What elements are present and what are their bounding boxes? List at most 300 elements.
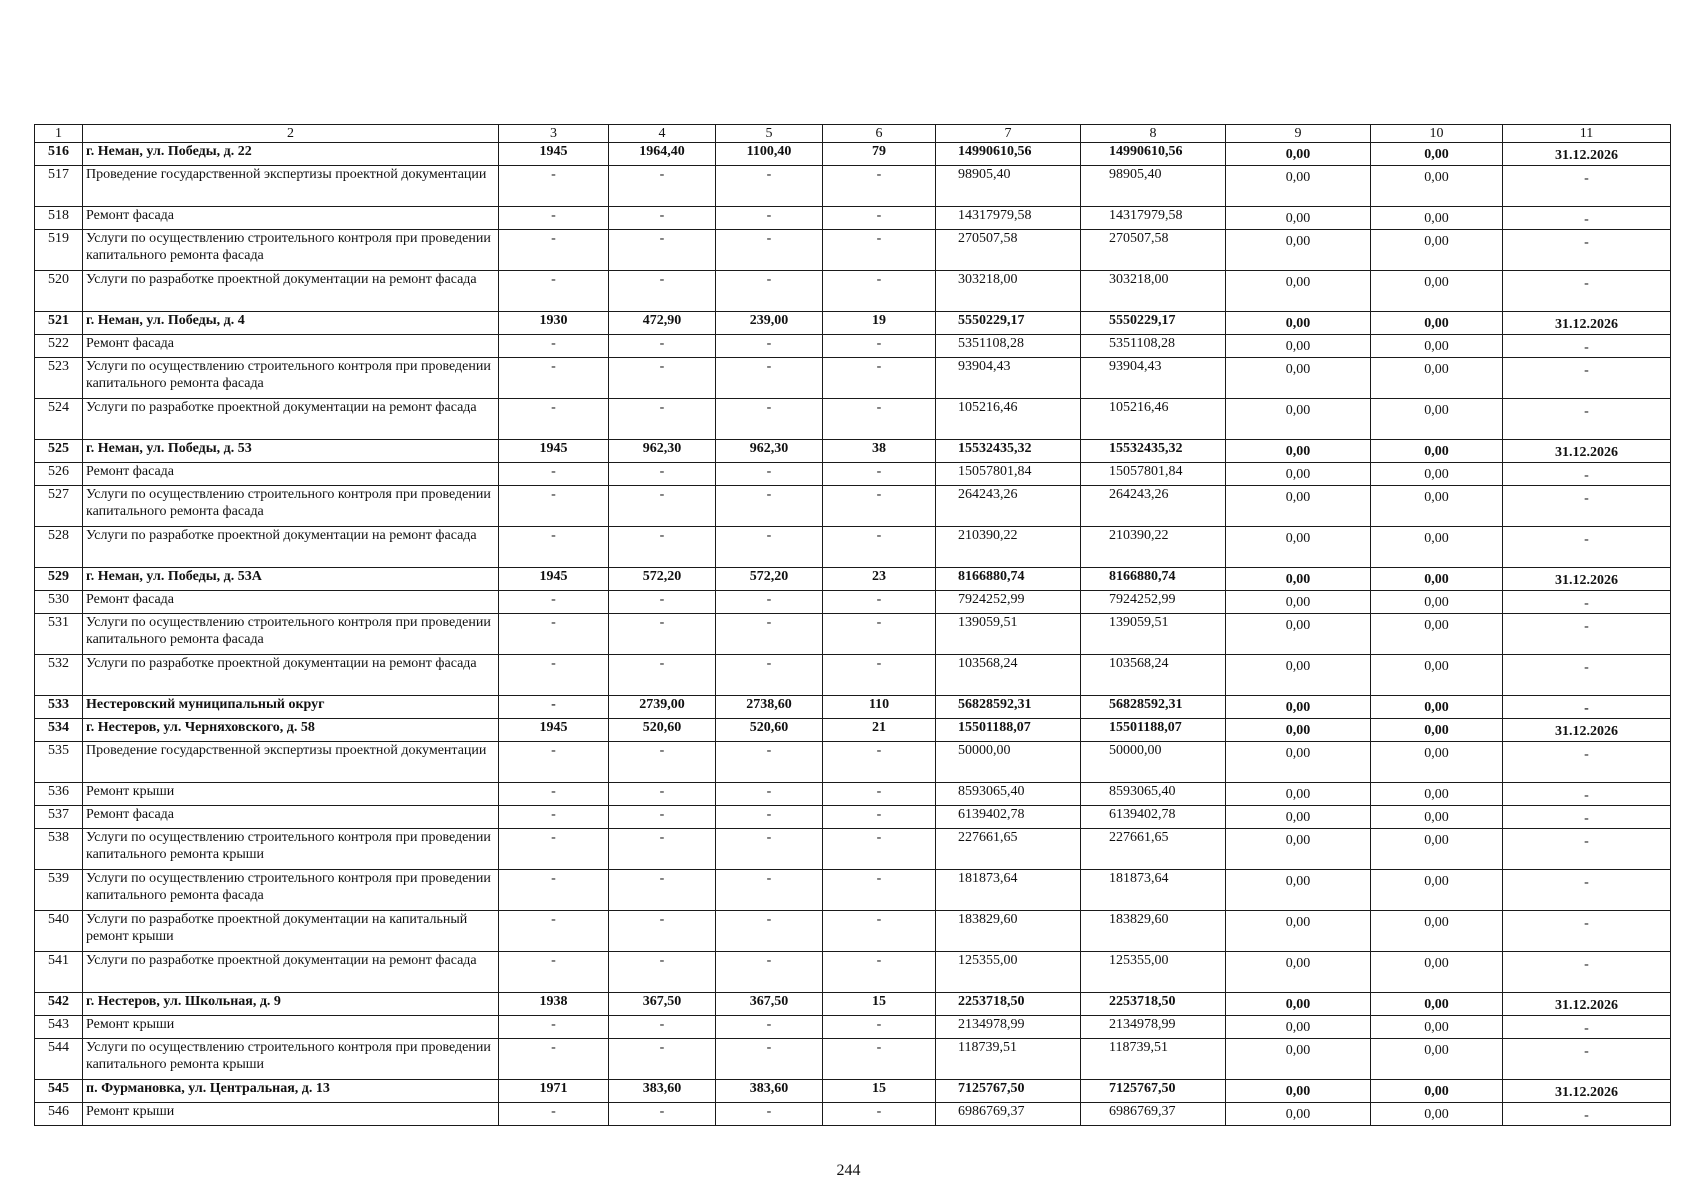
cell-object-name: Ремонт фасада	[83, 207, 499, 230]
cell-living-area: 2738,60	[716, 696, 823, 719]
cell-deadline: -	[1503, 399, 1671, 440]
cell-object-name: г. Нестеров, ул. Школьная, д. 9	[83, 993, 499, 1016]
cell-residents: -	[823, 335, 936, 358]
cell-cost-total: 105216,46	[936, 399, 1081, 440]
cell-object-name: Услуги по осуществлению строительного контроля при проведении капитального ремонта фасада	[83, 486, 499, 527]
cell-cost-total: 6139402,78	[936, 806, 1081, 829]
cell-cost-total: 15501188,07	[936, 719, 1081, 742]
cell-total-area: 472,90	[609, 312, 716, 335]
cell-living-area: -	[716, 742, 823, 783]
cell-row-number: 525	[35, 440, 83, 463]
cell-cost-budget: 0,00	[1226, 527, 1371, 568]
cell-cost-owners: 0,00	[1371, 143, 1503, 166]
cell-cost-fund: 98905,40	[1081, 166, 1226, 207]
cell-residents: -	[823, 614, 936, 655]
cell-deadline: -	[1503, 1039, 1671, 1080]
cell-total-area: -	[609, 1039, 716, 1080]
cell-object-name: Услуги по разработке проектной документации на ремонт фасада	[83, 952, 499, 993]
cell-cost-budget: 0,00	[1226, 440, 1371, 463]
cell-object-name: Ремонт фасада	[83, 806, 499, 829]
cell-year: -	[499, 829, 609, 870]
cell-living-area: -	[716, 806, 823, 829]
cell-residents: -	[823, 783, 936, 806]
cell-row-number: 530	[35, 591, 83, 614]
cell-cost-owners: 0,00	[1371, 463, 1503, 486]
cell-cost-owners: 0,00	[1371, 911, 1503, 952]
cell-total-area: -	[609, 399, 716, 440]
cell-cost-owners: 0,00	[1371, 230, 1503, 271]
cell-cost-budget: 0,00	[1226, 870, 1371, 911]
cell-cost-total: 14990610,56	[936, 143, 1081, 166]
table-row	[35, 440, 1671, 463]
cell-cost-owners: 0,00	[1371, 993, 1503, 1016]
cell-cost-budget: 0,00	[1226, 952, 1371, 993]
cell-total-area: -	[609, 806, 716, 829]
cell-cost-fund: 210390,22	[1081, 527, 1226, 568]
table-row	[35, 696, 1671, 719]
cell-residents: -	[823, 1039, 936, 1080]
table-row	[35, 486, 1671, 527]
cell-object-name: г. Нестеров, ул. Черняховского, д. 58	[83, 719, 499, 742]
cell-deadline: -	[1503, 806, 1671, 829]
table-row	[35, 993, 1671, 1016]
table-row	[35, 655, 1671, 696]
table-row	[35, 591, 1671, 614]
cell-total-area: -	[609, 358, 716, 399]
cell-living-area: -	[716, 527, 823, 568]
cell-cost-budget: 0,00	[1226, 1016, 1371, 1039]
cell-total-area: -	[609, 591, 716, 614]
cell-object-name: Услуги по разработке проектной документации на капитальный ремонт крыши	[83, 911, 499, 952]
cell-cost-owners: 0,00	[1371, 486, 1503, 527]
cell-living-area: -	[716, 486, 823, 527]
cell-row-number: 541	[35, 952, 83, 993]
cell-deadline: 31.12.2026	[1503, 312, 1671, 335]
cell-cost-total: 5550229,17	[936, 312, 1081, 335]
cell-cost-fund: 14317979,58	[1081, 207, 1226, 230]
cell-cost-fund: 15501188,07	[1081, 719, 1226, 742]
cell-deadline: -	[1503, 911, 1671, 952]
cell-row-number: 519	[35, 230, 83, 271]
cell-object-name: г. Неман, ул. Победы, д. 53А	[83, 568, 499, 591]
cell-cost-fund: 14990610,56	[1081, 143, 1226, 166]
cell-residents: -	[823, 1016, 936, 1039]
cell-row-number: 532	[35, 655, 83, 696]
cell-cost-owners: 0,00	[1371, 1103, 1503, 1126]
cell-deadline: 31.12.2026	[1503, 143, 1671, 166]
cell-living-area: -	[716, 166, 823, 207]
column-header: 11	[1503, 125, 1671, 143]
cell-row-number: 539	[35, 870, 83, 911]
cell-residents: -	[823, 655, 936, 696]
cell-total-area: -	[609, 952, 716, 993]
repair-program-table	[34, 124, 1671, 1126]
table-row	[35, 829, 1671, 870]
cell-living-area: 239,00	[716, 312, 823, 335]
column-header: 1	[35, 125, 83, 143]
table-row	[35, 166, 1671, 207]
cell-cost-budget: 0,00	[1226, 143, 1371, 166]
cell-residents: 110	[823, 696, 936, 719]
column-header: 2	[83, 125, 499, 143]
cell-year: -	[499, 783, 609, 806]
cell-total-area: -	[609, 783, 716, 806]
cell-living-area: 962,30	[716, 440, 823, 463]
cell-object-name: Ремонт крыши	[83, 783, 499, 806]
table-row	[35, 143, 1671, 166]
cell-total-area: 1964,40	[609, 143, 716, 166]
cell-residents: -	[823, 527, 936, 568]
cell-object-name: Услуги по осуществлению строительного контроля при проведении капитального ремонта фасада	[83, 614, 499, 655]
cell-deadline: -	[1503, 527, 1671, 568]
cell-object-name: Ремонт фасада	[83, 591, 499, 614]
cell-year: -	[499, 527, 609, 568]
column-header: 9	[1226, 125, 1371, 143]
cell-deadline: 31.12.2026	[1503, 568, 1671, 591]
cell-deadline: -	[1503, 829, 1671, 870]
cell-cost-total: 270507,58	[936, 230, 1081, 271]
cell-cost-fund: 139059,51	[1081, 614, 1226, 655]
cell-cost-budget: 0,00	[1226, 312, 1371, 335]
cell-row-number: 520	[35, 271, 83, 312]
cell-year: -	[499, 1016, 609, 1039]
cell-year: -	[499, 591, 609, 614]
table-row	[35, 783, 1671, 806]
cell-object-name: г. Неман, ул. Победы, д. 4	[83, 312, 499, 335]
cell-cost-owners: 0,00	[1371, 870, 1503, 911]
cell-cost-fund: 6139402,78	[1081, 806, 1226, 829]
cell-cost-budget: 0,00	[1226, 358, 1371, 399]
cell-year: -	[499, 911, 609, 952]
cell-cost-budget: 0,00	[1226, 463, 1371, 486]
cell-total-area: -	[609, 614, 716, 655]
cell-deadline: -	[1503, 486, 1671, 527]
table-row	[35, 719, 1671, 742]
cell-object-name: Нестеровский муниципальный округ	[83, 696, 499, 719]
cell-cost-owners: 0,00	[1371, 399, 1503, 440]
cell-cost-fund: 7924252,99	[1081, 591, 1226, 614]
cell-cost-fund: 5351108,28	[1081, 335, 1226, 358]
cell-cost-total: 303218,00	[936, 271, 1081, 312]
table-row	[35, 1080, 1671, 1103]
cell-residents: 19	[823, 312, 936, 335]
table-row	[35, 312, 1671, 335]
table-row	[35, 1016, 1671, 1039]
table-row	[35, 399, 1671, 440]
cell-cost-budget: 0,00	[1226, 271, 1371, 312]
cell-year: -	[499, 399, 609, 440]
cell-year: -	[499, 1103, 609, 1126]
cell-row-number: 517	[35, 166, 83, 207]
cell-row-number: 528	[35, 527, 83, 568]
cell-residents: -	[823, 463, 936, 486]
cell-total-area: -	[609, 870, 716, 911]
cell-cost-total: 2253718,50	[936, 993, 1081, 1016]
cell-total-area: 572,20	[609, 568, 716, 591]
column-header: 3	[499, 125, 609, 143]
cell-object-name: Ремонт крыши	[83, 1103, 499, 1126]
cell-year: 1930	[499, 312, 609, 335]
cell-living-area: 1100,40	[716, 143, 823, 166]
column-header: 5	[716, 125, 823, 143]
cell-cost-total: 103568,24	[936, 655, 1081, 696]
cell-living-area: -	[716, 399, 823, 440]
table-row	[35, 1103, 1671, 1126]
cell-living-area: -	[716, 335, 823, 358]
cell-cost-fund: 303218,00	[1081, 271, 1226, 312]
cell-year: -	[499, 358, 609, 399]
cell-row-number: 542	[35, 993, 83, 1016]
table-row	[35, 806, 1671, 829]
cell-total-area: -	[609, 463, 716, 486]
cell-row-number: 534	[35, 719, 83, 742]
cell-total-area: -	[609, 655, 716, 696]
cell-object-name: г. Неман, ул. Победы, д. 22	[83, 143, 499, 166]
column-header: 10	[1371, 125, 1503, 143]
table-row	[35, 207, 1671, 230]
cell-year: -	[499, 952, 609, 993]
table-row	[35, 230, 1671, 271]
cell-deadline: 31.12.2026	[1503, 993, 1671, 1016]
cell-residents: -	[823, 399, 936, 440]
cell-cost-budget: 0,00	[1226, 719, 1371, 742]
cell-cost-fund: 5550229,17	[1081, 312, 1226, 335]
table-row	[35, 870, 1671, 911]
cell-cost-owners: 0,00	[1371, 806, 1503, 829]
cell-living-area: -	[716, 1016, 823, 1039]
table-row	[35, 271, 1671, 312]
cell-deadline: -	[1503, 207, 1671, 230]
cell-living-area: -	[716, 655, 823, 696]
table-row	[35, 1039, 1671, 1080]
cell-year: -	[499, 1039, 609, 1080]
cell-row-number: 545	[35, 1080, 83, 1103]
cell-object-name: Ремонт фасада	[83, 335, 499, 358]
cell-cost-total: 139059,51	[936, 614, 1081, 655]
cell-cost-owners: 0,00	[1371, 358, 1503, 399]
cell-total-area: 383,60	[609, 1080, 716, 1103]
cell-year: 1945	[499, 440, 609, 463]
cell-cost-fund: 227661,65	[1081, 829, 1226, 870]
cell-living-area: -	[716, 1039, 823, 1080]
cell-cost-total: 6986769,37	[936, 1103, 1081, 1126]
column-number-row	[35, 125, 1671, 143]
cell-cost-budget: 0,00	[1226, 696, 1371, 719]
cell-cost-owners: 0,00	[1371, 696, 1503, 719]
cell-living-area: -	[716, 870, 823, 911]
cell-cost-fund: 8593065,40	[1081, 783, 1226, 806]
cell-row-number: 521	[35, 312, 83, 335]
cell-residents: -	[823, 166, 936, 207]
cell-total-area: -	[609, 829, 716, 870]
cell-cost-fund: 15057801,84	[1081, 463, 1226, 486]
cell-cost-owners: 0,00	[1371, 742, 1503, 783]
cell-cost-budget: 0,00	[1226, 911, 1371, 952]
cell-deadline: -	[1503, 742, 1671, 783]
cell-year: -	[499, 230, 609, 271]
cell-object-name: Ремонт фасада	[83, 463, 499, 486]
cell-cost-owners: 0,00	[1371, 440, 1503, 463]
cell-deadline: -	[1503, 166, 1671, 207]
cell-cost-owners: 0,00	[1371, 591, 1503, 614]
cell-cost-budget: 0,00	[1226, 1080, 1371, 1103]
cell-living-area: 520,60	[716, 719, 823, 742]
cell-deadline: -	[1503, 696, 1671, 719]
cell-cost-total: 264243,26	[936, 486, 1081, 527]
cell-row-number: 544	[35, 1039, 83, 1080]
cell-object-name: Услуги по осуществлению строительного контроля при проведении капитального ремонта крыши	[83, 829, 499, 870]
cell-cost-owners: 0,00	[1371, 829, 1503, 870]
cell-deadline: -	[1503, 335, 1671, 358]
cell-year: -	[499, 696, 609, 719]
cell-cost-total: 50000,00	[936, 742, 1081, 783]
cell-cost-owners: 0,00	[1371, 783, 1503, 806]
cell-residents: -	[823, 911, 936, 952]
table-row	[35, 742, 1671, 783]
cell-residents: 38	[823, 440, 936, 463]
cell-year: -	[499, 463, 609, 486]
cell-row-number: 537	[35, 806, 83, 829]
cell-residents: 15	[823, 1080, 936, 1103]
cell-row-number: 546	[35, 1103, 83, 1126]
cell-residents: -	[823, 486, 936, 527]
cell-object-name: Услуги по осуществлению строительного контроля при проведении капитального ремонта крыши	[83, 1039, 499, 1080]
cell-year: 1938	[499, 993, 609, 1016]
cell-residents: -	[823, 806, 936, 829]
cell-living-area: -	[716, 358, 823, 399]
table-row	[35, 568, 1671, 591]
cell-year: -	[499, 335, 609, 358]
table-row	[35, 952, 1671, 993]
cell-total-area: 367,50	[609, 993, 716, 1016]
cell-object-name: Проведение государственной экспертизы проектной документации	[83, 166, 499, 207]
cell-cost-total: 93904,43	[936, 358, 1081, 399]
cell-living-area: -	[716, 207, 823, 230]
cell-deadline: -	[1503, 463, 1671, 486]
cell-cost-total: 5351108,28	[936, 335, 1081, 358]
cell-deadline: -	[1503, 1016, 1671, 1039]
cell-total-area: -	[609, 527, 716, 568]
cell-total-area: -	[609, 486, 716, 527]
cell-cost-fund: 56828592,31	[1081, 696, 1226, 719]
cell-cost-budget: 0,00	[1226, 614, 1371, 655]
cell-object-name: Услуги по разработке проектной документации на ремонт фасада	[83, 271, 499, 312]
cell-cost-owners: 0,00	[1371, 614, 1503, 655]
column-header: 7	[936, 125, 1081, 143]
cell-row-number: 527	[35, 486, 83, 527]
cell-total-area: -	[609, 230, 716, 271]
cell-cost-fund: 15532435,32	[1081, 440, 1226, 463]
cell-object-name: Услуги по разработке проектной документации на ремонт фасада	[83, 527, 499, 568]
cell-total-area: -	[609, 166, 716, 207]
cell-cost-budget: 0,00	[1226, 806, 1371, 829]
cell-cost-fund: 118739,51	[1081, 1039, 1226, 1080]
cell-total-area: -	[609, 271, 716, 312]
cell-deadline: 31.12.2026	[1503, 1080, 1671, 1103]
cell-object-name: Услуги по осуществлению строительного контроля при проведении капитального ремонта фасада	[83, 358, 499, 399]
cell-cost-budget: 0,00	[1226, 1103, 1371, 1126]
cell-cost-total: 181873,64	[936, 870, 1081, 911]
cell-row-number: 531	[35, 614, 83, 655]
page-number: 244	[836, 1162, 861, 1179]
cell-residents: -	[823, 591, 936, 614]
cell-object-name: г. Неман, ул. Победы, д. 53	[83, 440, 499, 463]
cell-cost-owners: 0,00	[1371, 952, 1503, 993]
cell-residents: 79	[823, 143, 936, 166]
cell-living-area: -	[716, 911, 823, 952]
cell-living-area: -	[716, 829, 823, 870]
cell-cost-budget: 0,00	[1226, 568, 1371, 591]
cell-cost-total: 15532435,32	[936, 440, 1081, 463]
table-row	[35, 614, 1671, 655]
cell-living-area: -	[716, 271, 823, 312]
cell-residents: -	[823, 742, 936, 783]
cell-cost-budget: 0,00	[1226, 829, 1371, 870]
cell-cost-owners: 0,00	[1371, 207, 1503, 230]
cell-year: 1945	[499, 143, 609, 166]
table-row	[35, 358, 1671, 399]
cell-residents: -	[823, 207, 936, 230]
table-row	[35, 527, 1671, 568]
document-sheet	[34, 124, 1670, 1126]
cell-deadline: -	[1503, 230, 1671, 271]
cell-cost-fund: 7125767,50	[1081, 1080, 1226, 1103]
cell-cost-owners: 0,00	[1371, 1039, 1503, 1080]
cell-cost-fund: 6986769,37	[1081, 1103, 1226, 1126]
cell-year: -	[499, 806, 609, 829]
cell-total-area: 2739,00	[609, 696, 716, 719]
cell-deadline: 31.12.2026	[1503, 719, 1671, 742]
column-header: 8	[1081, 125, 1226, 143]
cell-cost-fund: 103568,24	[1081, 655, 1226, 696]
cell-cost-fund: 125355,00	[1081, 952, 1226, 993]
cell-row-number: 536	[35, 783, 83, 806]
cell-living-area: 383,60	[716, 1080, 823, 1103]
cell-row-number: 518	[35, 207, 83, 230]
cell-cost-total: 227661,65	[936, 829, 1081, 870]
cell-cost-budget: 0,00	[1226, 783, 1371, 806]
cell-cost-budget: 0,00	[1226, 230, 1371, 271]
cell-total-area: -	[609, 1103, 716, 1126]
cell-year: 1971	[499, 1080, 609, 1103]
cell-living-area: -	[716, 952, 823, 993]
cell-cost-fund: 270507,58	[1081, 230, 1226, 271]
cell-deadline: -	[1503, 271, 1671, 312]
column-header: 4	[609, 125, 716, 143]
cell-row-number: 523	[35, 358, 83, 399]
cell-deadline: -	[1503, 655, 1671, 696]
cell-object-name: Услуги по разработке проектной документации на ремонт фасада	[83, 655, 499, 696]
cell-row-number: 516	[35, 143, 83, 166]
cell-residents: -	[823, 271, 936, 312]
cell-deadline: -	[1503, 783, 1671, 806]
cell-year: -	[499, 486, 609, 527]
cell-cost-total: 7924252,99	[936, 591, 1081, 614]
cell-cost-budget: 0,00	[1226, 655, 1371, 696]
cell-cost-owners: 0,00	[1371, 527, 1503, 568]
cell-cost-budget: 0,00	[1226, 742, 1371, 783]
cell-row-number: 529	[35, 568, 83, 591]
cell-cost-total: 118739,51	[936, 1039, 1081, 1080]
cell-residents: -	[823, 358, 936, 399]
cell-total-area: -	[609, 742, 716, 783]
cell-cost-owners: 0,00	[1371, 335, 1503, 358]
cell-object-name: Проведение государственной экспертизы проектной документации	[83, 742, 499, 783]
cell-row-number: 535	[35, 742, 83, 783]
cell-residents: -	[823, 230, 936, 271]
cell-cost-total: 14317979,58	[936, 207, 1081, 230]
cell-object-name: Ремонт крыши	[83, 1016, 499, 1039]
